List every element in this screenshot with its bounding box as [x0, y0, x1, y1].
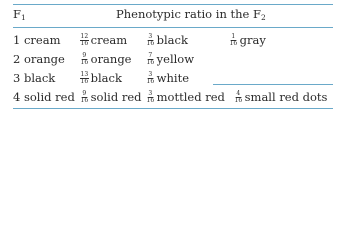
header-f2: [116, 7, 266, 25]
fraction: [80, 53, 89, 66]
row-3-partial-rule: [213, 84, 333, 85]
row-2-ratio-1: [80, 52, 132, 67]
fraction-numerator: 3: [148, 89, 153, 97]
row-2-ratio-2: [146, 52, 194, 67]
ratio-label: gray: [239, 33, 266, 47]
fraction-numerator: 12: [80, 32, 89, 40]
row-1-ratio-2: [146, 33, 188, 48]
fraction-denominator: 16: [80, 77, 89, 85]
header-f2-text: Phenotypic ratio in the F: [116, 7, 261, 21]
fraction-denominator: 16: [229, 39, 238, 47]
fraction-numerator: 3: [148, 70, 153, 78]
row-1-ratio-1: [80, 33, 127, 48]
row-4-ratio-2: [146, 90, 225, 105]
fraction-denominator: 16: [146, 39, 155, 47]
row-3-f1: 3 black: [13, 71, 56, 85]
table-bottom-rule: [13, 108, 333, 109]
fraction-numerator: 7: [148, 51, 153, 59]
header-f1-subscript: 1: [20, 13, 26, 22]
fraction: [80, 91, 89, 104]
fraction: [146, 72, 155, 85]
fraction-denominator: 16: [146, 58, 155, 66]
ratio-label: orange: [90, 52, 132, 66]
header-f2-subscript: 2: [260, 13, 266, 22]
ratio-label: black: [90, 71, 122, 85]
row-1-f1: 1 cream: [13, 33, 61, 47]
fraction: [146, 53, 155, 66]
fraction: [80, 34, 89, 47]
fraction-denominator: 16: [80, 96, 89, 104]
row-3-ratio-1: [80, 71, 122, 86]
fraction: [229, 34, 238, 47]
fraction-numerator: 9: [82, 51, 87, 59]
fraction: [80, 72, 89, 85]
fraction-numerator: 13: [80, 70, 89, 78]
ratio-label: mottled red: [156, 90, 225, 104]
table-top-rule: [13, 4, 333, 5]
fraction-denominator: 16: [234, 96, 243, 104]
row-4-ratio-3: [234, 90, 327, 105]
fraction-denominator: 16: [146, 77, 155, 85]
ratio-label: cream: [90, 33, 128, 47]
table-header-rule: [13, 27, 333, 28]
ratio-label: small red dots: [244, 90, 328, 104]
fraction-numerator: 1: [231, 32, 236, 40]
fraction-denominator: 16: [146, 96, 155, 104]
fraction-numerator: 3: [148, 32, 153, 40]
row-4-ratio-1: [80, 90, 142, 105]
fraction-denominator: 16: [80, 39, 89, 47]
fraction-denominator: 16: [80, 58, 89, 66]
fraction-numerator: 9: [82, 89, 87, 97]
fraction-numerator: 4: [236, 89, 241, 97]
ratio-label: solid red: [90, 90, 142, 104]
row-2-f1: 2 orange: [13, 52, 65, 66]
fraction: [146, 91, 155, 104]
header-f1: [13, 7, 26, 25]
header-f1-text: F: [13, 7, 21, 21]
fraction: [146, 34, 155, 47]
ratio-label: black: [156, 33, 188, 47]
row-3-ratio-2: [146, 71, 189, 86]
row-1-ratio-3: [229, 33, 266, 48]
ratio-label: white: [156, 71, 189, 85]
row-4-f1: 4 solid red: [13, 90, 75, 104]
ratio-label: yellow: [156, 52, 195, 66]
fraction: [234, 91, 243, 104]
